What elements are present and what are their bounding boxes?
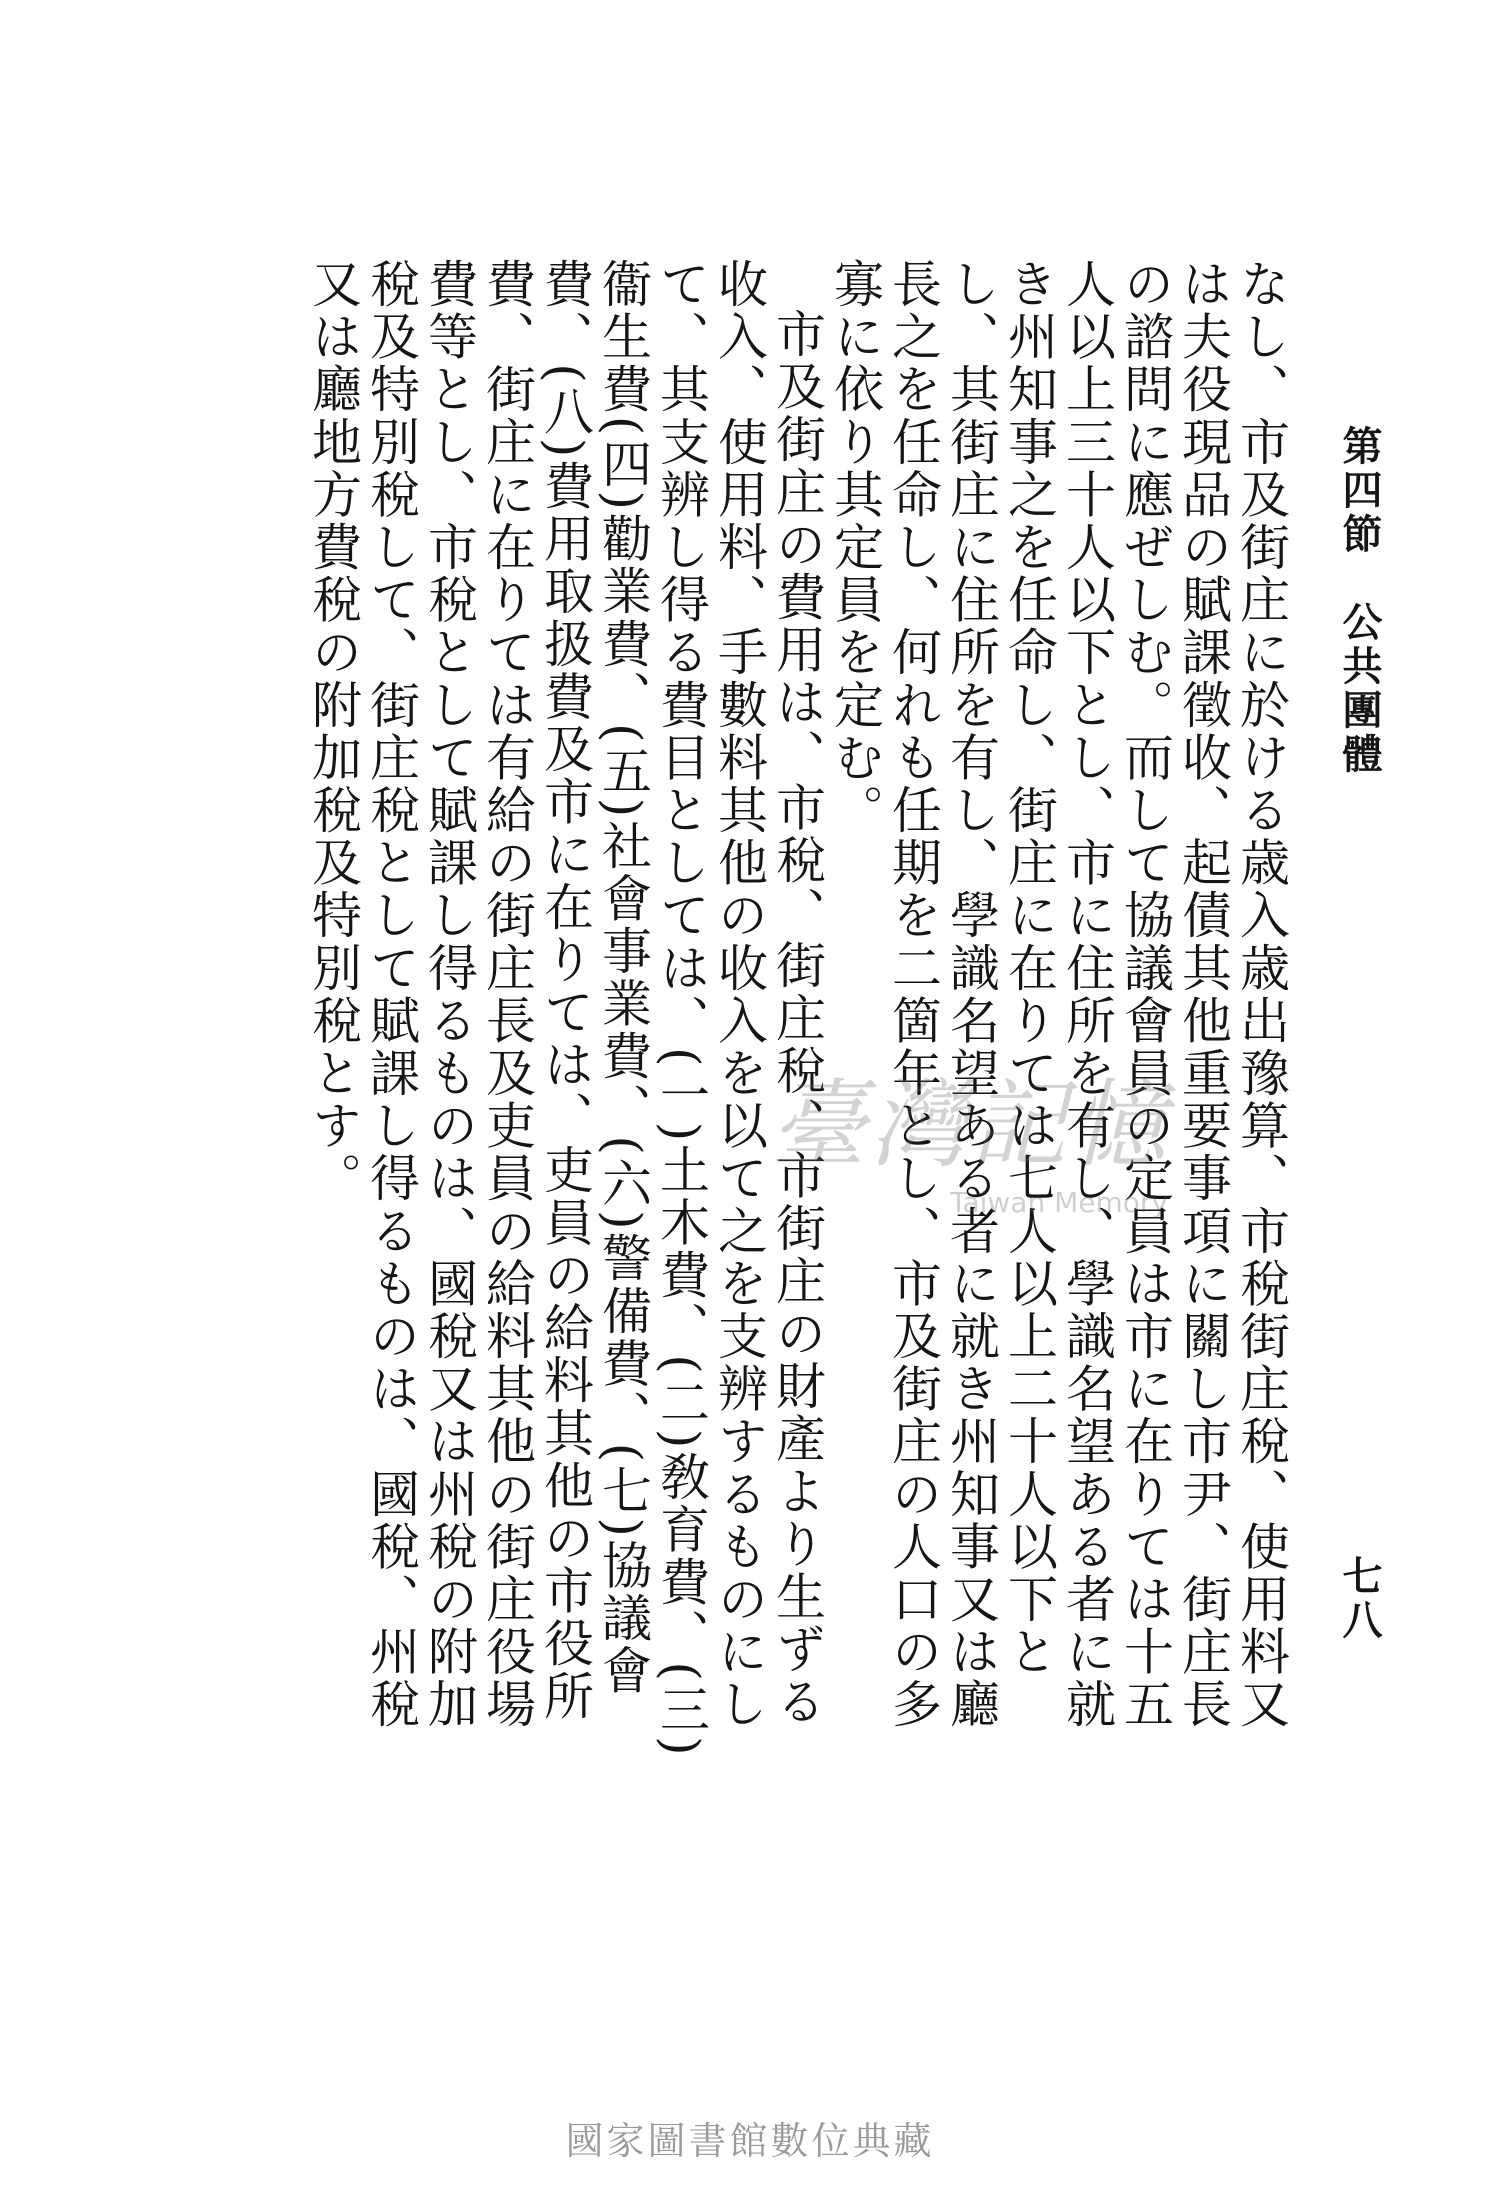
paragraph-expenses: 市及街庄の費用は、市稅、街庄稅、市街庄の財產より生ずる收入、使用料、手數料其他の收入を以て之を支辨するものにして、其支辨し得る費目としては、(一)土木費、(二)敎育費、(三)衞生費(四)勸業費、(五)社會事業費、(六)警備費、(七)協議會費、(八)費用取扱費及市に在りては、吏員の給料其他の市役所費、街庄に在りては有給の街庄長及吏員の給料其他の街庄役場費等とし、市稅として賦課し得るものは、國稅又は州稅の附加稅及特別稅して、街庄稅として賦課し得るものは、國稅、州稅又は廳地方費稅の附加稅及特別稅とす。: [304, 258, 826, 1759]
paragraph-council: なし、市及街庄に於ける歳入歳出豫算、市稅街庄稅、使用料又は夫役現品の賦課徵收、起債其他重要事項に關し市尹、街庄長の諮問に應ぜしむ。而して協議會員の定員は市に在りては十五人以上三十人以下とし、市に住所を有し、學識名望ある者に就き州知事之を任命し、街庄に在りては七人以上二十人以下とし、其街庄に住所を有し、學識名望ある者に就き州知事又は廳長之を任命し、何れも任期を二箇年とし、市及街庄の人口の多寡に依り其定員を定む。: [826, 258, 1290, 1731]
watermark-subtitle: Taiwan Memory: [950, 1186, 1168, 1219]
page-number: 七八: [1336, 1555, 1383, 1643]
watermark-title: 臺灣記憶: [770, 1069, 1170, 1181]
body-text: [304, 258, 1290, 1778]
running-header: 第四節 公共團體: [1336, 425, 1383, 777]
footer-credit: 國家圖書館數位典藏: [565, 2119, 935, 2163]
